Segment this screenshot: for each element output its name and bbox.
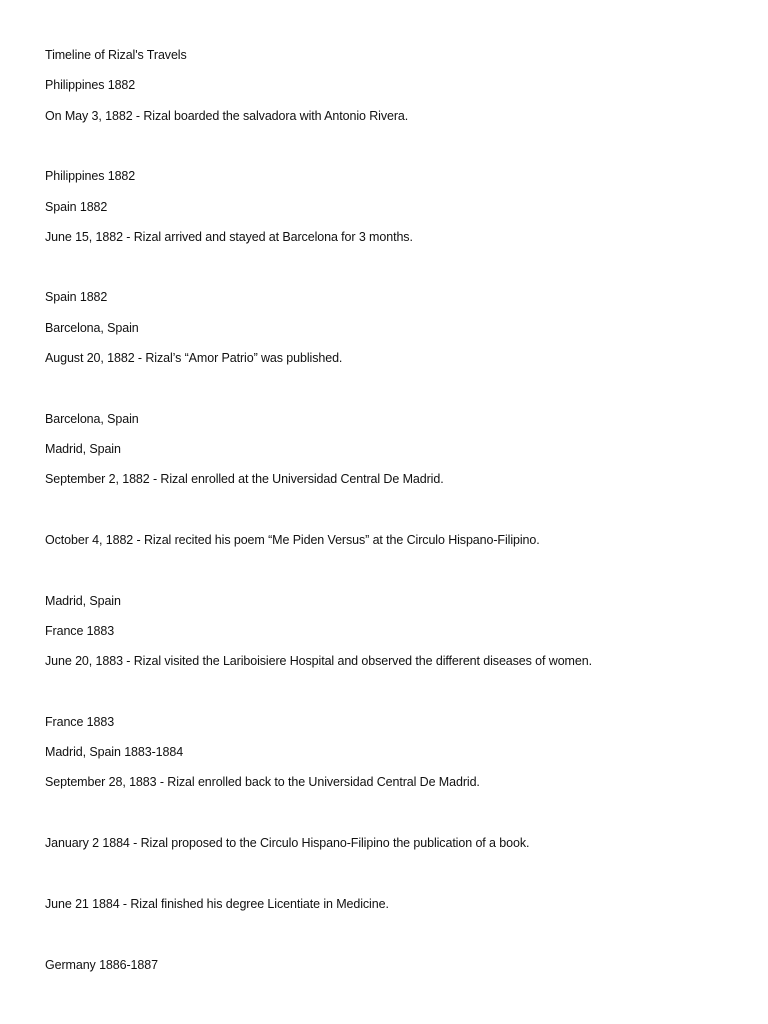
document-title: Timeline of Rizal's Travels <box>45 48 187 62</box>
timeline-entry: September 2, 1882 - Rizal enrolled at the Universidad Central De Madrid. <box>45 472 444 486</box>
location-heading: Madrid, Spain <box>45 594 121 608</box>
location-heading: Spain 1882 <box>45 290 108 304</box>
timeline-entry: August 20, 1882 - Rizal’s “Amor Patrio” was published. <box>45 351 343 365</box>
location-heading: Philippines 1882 <box>45 169 136 183</box>
location-heading: Philippines 1882 <box>45 78 136 92</box>
location-heading: Barcelona, Spain <box>45 412 139 426</box>
timeline-entry: January 2 1884 - Rizal proposed to the Circulo Hispano-Filipino the publication of a book. <box>45 836 530 850</box>
timeline-entry: June 15, 1882 - Rizal arrived and stayed at Barcelona for 3 months. <box>45 230 413 244</box>
location-heading: Barcelona, Spain <box>45 321 139 335</box>
timeline-entry: June 20, 1883 - Rizal visited the Lariboisiere Hospital and observed the different diseases of women. <box>45 654 592 668</box>
timeline-entry: October 4, 1882 - Rizal recited his poem “Me Piden Versus” at the Circulo Hispano-Filipino. <box>45 533 540 547</box>
location-heading: Madrid, Spain 1883-1884 <box>45 745 184 759</box>
location-heading: Madrid, Spain <box>45 442 121 456</box>
location-heading: France 1883 <box>45 624 115 638</box>
location-heading: France 1883 <box>45 715 115 729</box>
location-heading: Germany 1886-1887 <box>45 958 158 972</box>
timeline-entry: September 28, 1883 - Rizal enrolled back to the Universidad Central De Madrid. <box>45 775 480 789</box>
location-heading: Spain 1882 <box>45 200 108 214</box>
timeline-entry: On May 3, 1882 - Rizal boarded the salvadora with Antonio Rivera. <box>45 109 409 123</box>
timeline-entry: June 21 1884 - Rizal finished his degree Licentiate in Medicine. <box>45 897 389 911</box>
